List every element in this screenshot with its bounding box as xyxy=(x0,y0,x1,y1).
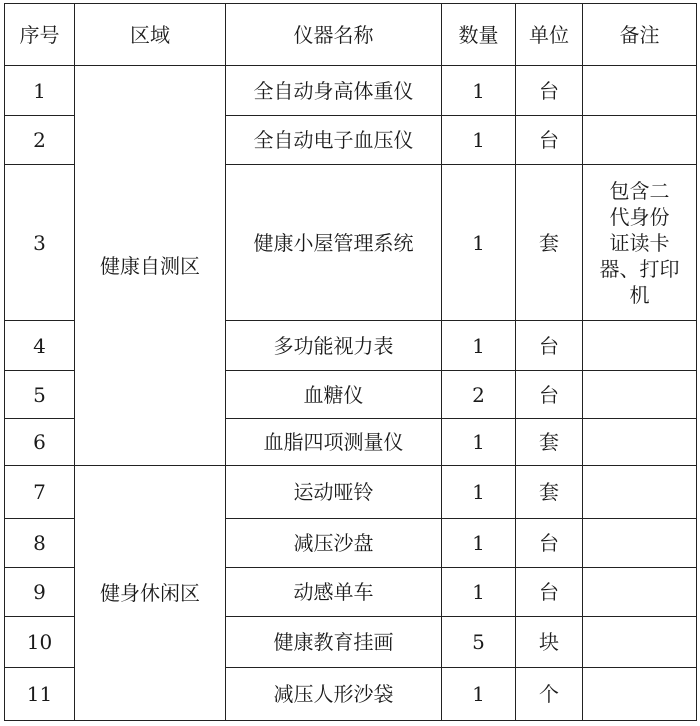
qty-cell: 1 xyxy=(442,568,516,617)
note-cell xyxy=(583,165,697,321)
qty-cell: 1 xyxy=(442,668,516,721)
table-row xyxy=(5,466,697,519)
header-seq: 序号 xyxy=(5,4,75,66)
header-name: 仪器名称 xyxy=(226,4,442,66)
area-cell-self-test: 健康自测区 xyxy=(75,66,226,466)
header-row xyxy=(5,4,697,66)
qty-cell: 1 xyxy=(442,321,516,371)
header-qty: 数量 xyxy=(442,4,516,66)
unit-cell: 个 xyxy=(516,668,583,721)
name-cell: 全自动身高体重仪 xyxy=(226,66,442,116)
note-line: 代身份 xyxy=(609,204,670,229)
qty-cell: 1 xyxy=(442,66,516,116)
name-cell: 运动哑铃 xyxy=(226,466,442,519)
note-line: 包含二 xyxy=(609,178,670,203)
name-cell: 减压沙盘 xyxy=(226,519,442,568)
note-cell xyxy=(583,568,697,617)
seq-cell: 8 xyxy=(5,519,75,568)
seq-cell: 9 xyxy=(5,568,75,617)
name-cell: 全自动电子血压仪 xyxy=(226,116,442,165)
seq-cell: 1 xyxy=(5,66,75,116)
note-cell xyxy=(583,419,697,466)
note-cell xyxy=(583,371,697,419)
seq-cell: 4 xyxy=(5,321,75,371)
seq-cell: 2 xyxy=(5,116,75,165)
unit-cell: 块 xyxy=(516,617,583,668)
note-cell xyxy=(583,116,697,165)
note-line: 证读卡 xyxy=(609,230,670,255)
qty-cell: 1 xyxy=(442,519,516,568)
seq-cell: 3 xyxy=(5,165,75,321)
area-cell-fitness: 健身休闲区 xyxy=(75,466,226,721)
note-line: 机 xyxy=(629,282,650,307)
name-cell: 血糖仪 xyxy=(226,371,442,419)
seq-cell: 5 xyxy=(5,371,75,419)
unit-cell: 台 xyxy=(516,519,583,568)
note-cell xyxy=(583,466,697,519)
qty-cell: 1 xyxy=(442,165,516,321)
table-row xyxy=(5,66,697,116)
name-cell: 多功能视力表 xyxy=(226,321,442,371)
header-area: 区域 xyxy=(75,4,226,66)
qty-cell: 1 xyxy=(442,466,516,519)
note-cell xyxy=(583,668,697,721)
name-cell: 血脂四项测量仪 xyxy=(226,419,442,466)
unit-cell: 套 xyxy=(516,419,583,466)
unit-cell: 台 xyxy=(516,66,583,116)
unit-cell: 台 xyxy=(516,116,583,165)
unit-cell: 套 xyxy=(516,165,583,321)
unit-cell: 台 xyxy=(516,371,583,419)
qty-cell: 1 xyxy=(442,419,516,466)
header-note: 备注 xyxy=(583,4,697,66)
note-line: 器、打印 xyxy=(599,256,680,281)
unit-cell: 套 xyxy=(516,466,583,519)
seq-cell: 10 xyxy=(5,617,75,668)
name-cell: 健康教育挂画 xyxy=(226,617,442,668)
note-cell xyxy=(583,66,697,116)
qty-cell: 1 xyxy=(442,116,516,165)
unit-cell: 台 xyxy=(516,568,583,617)
name-cell: 动感单车 xyxy=(226,568,442,617)
seq-cell: 7 xyxy=(5,466,75,519)
name-cell: 健康小屋管理系统 xyxy=(226,165,442,321)
note-cell xyxy=(583,519,697,568)
qty-cell: 5 xyxy=(442,617,516,668)
note-cell xyxy=(583,617,697,668)
note-cell xyxy=(583,321,697,371)
name-cell: 减压人形沙袋 xyxy=(226,668,442,721)
seq-cell: 6 xyxy=(5,419,75,466)
unit-cell: 台 xyxy=(516,321,583,371)
seq-cell: 11 xyxy=(5,668,75,721)
header-unit: 单位 xyxy=(516,4,583,66)
equipment-table xyxy=(4,3,697,721)
qty-cell: 2 xyxy=(442,371,516,419)
